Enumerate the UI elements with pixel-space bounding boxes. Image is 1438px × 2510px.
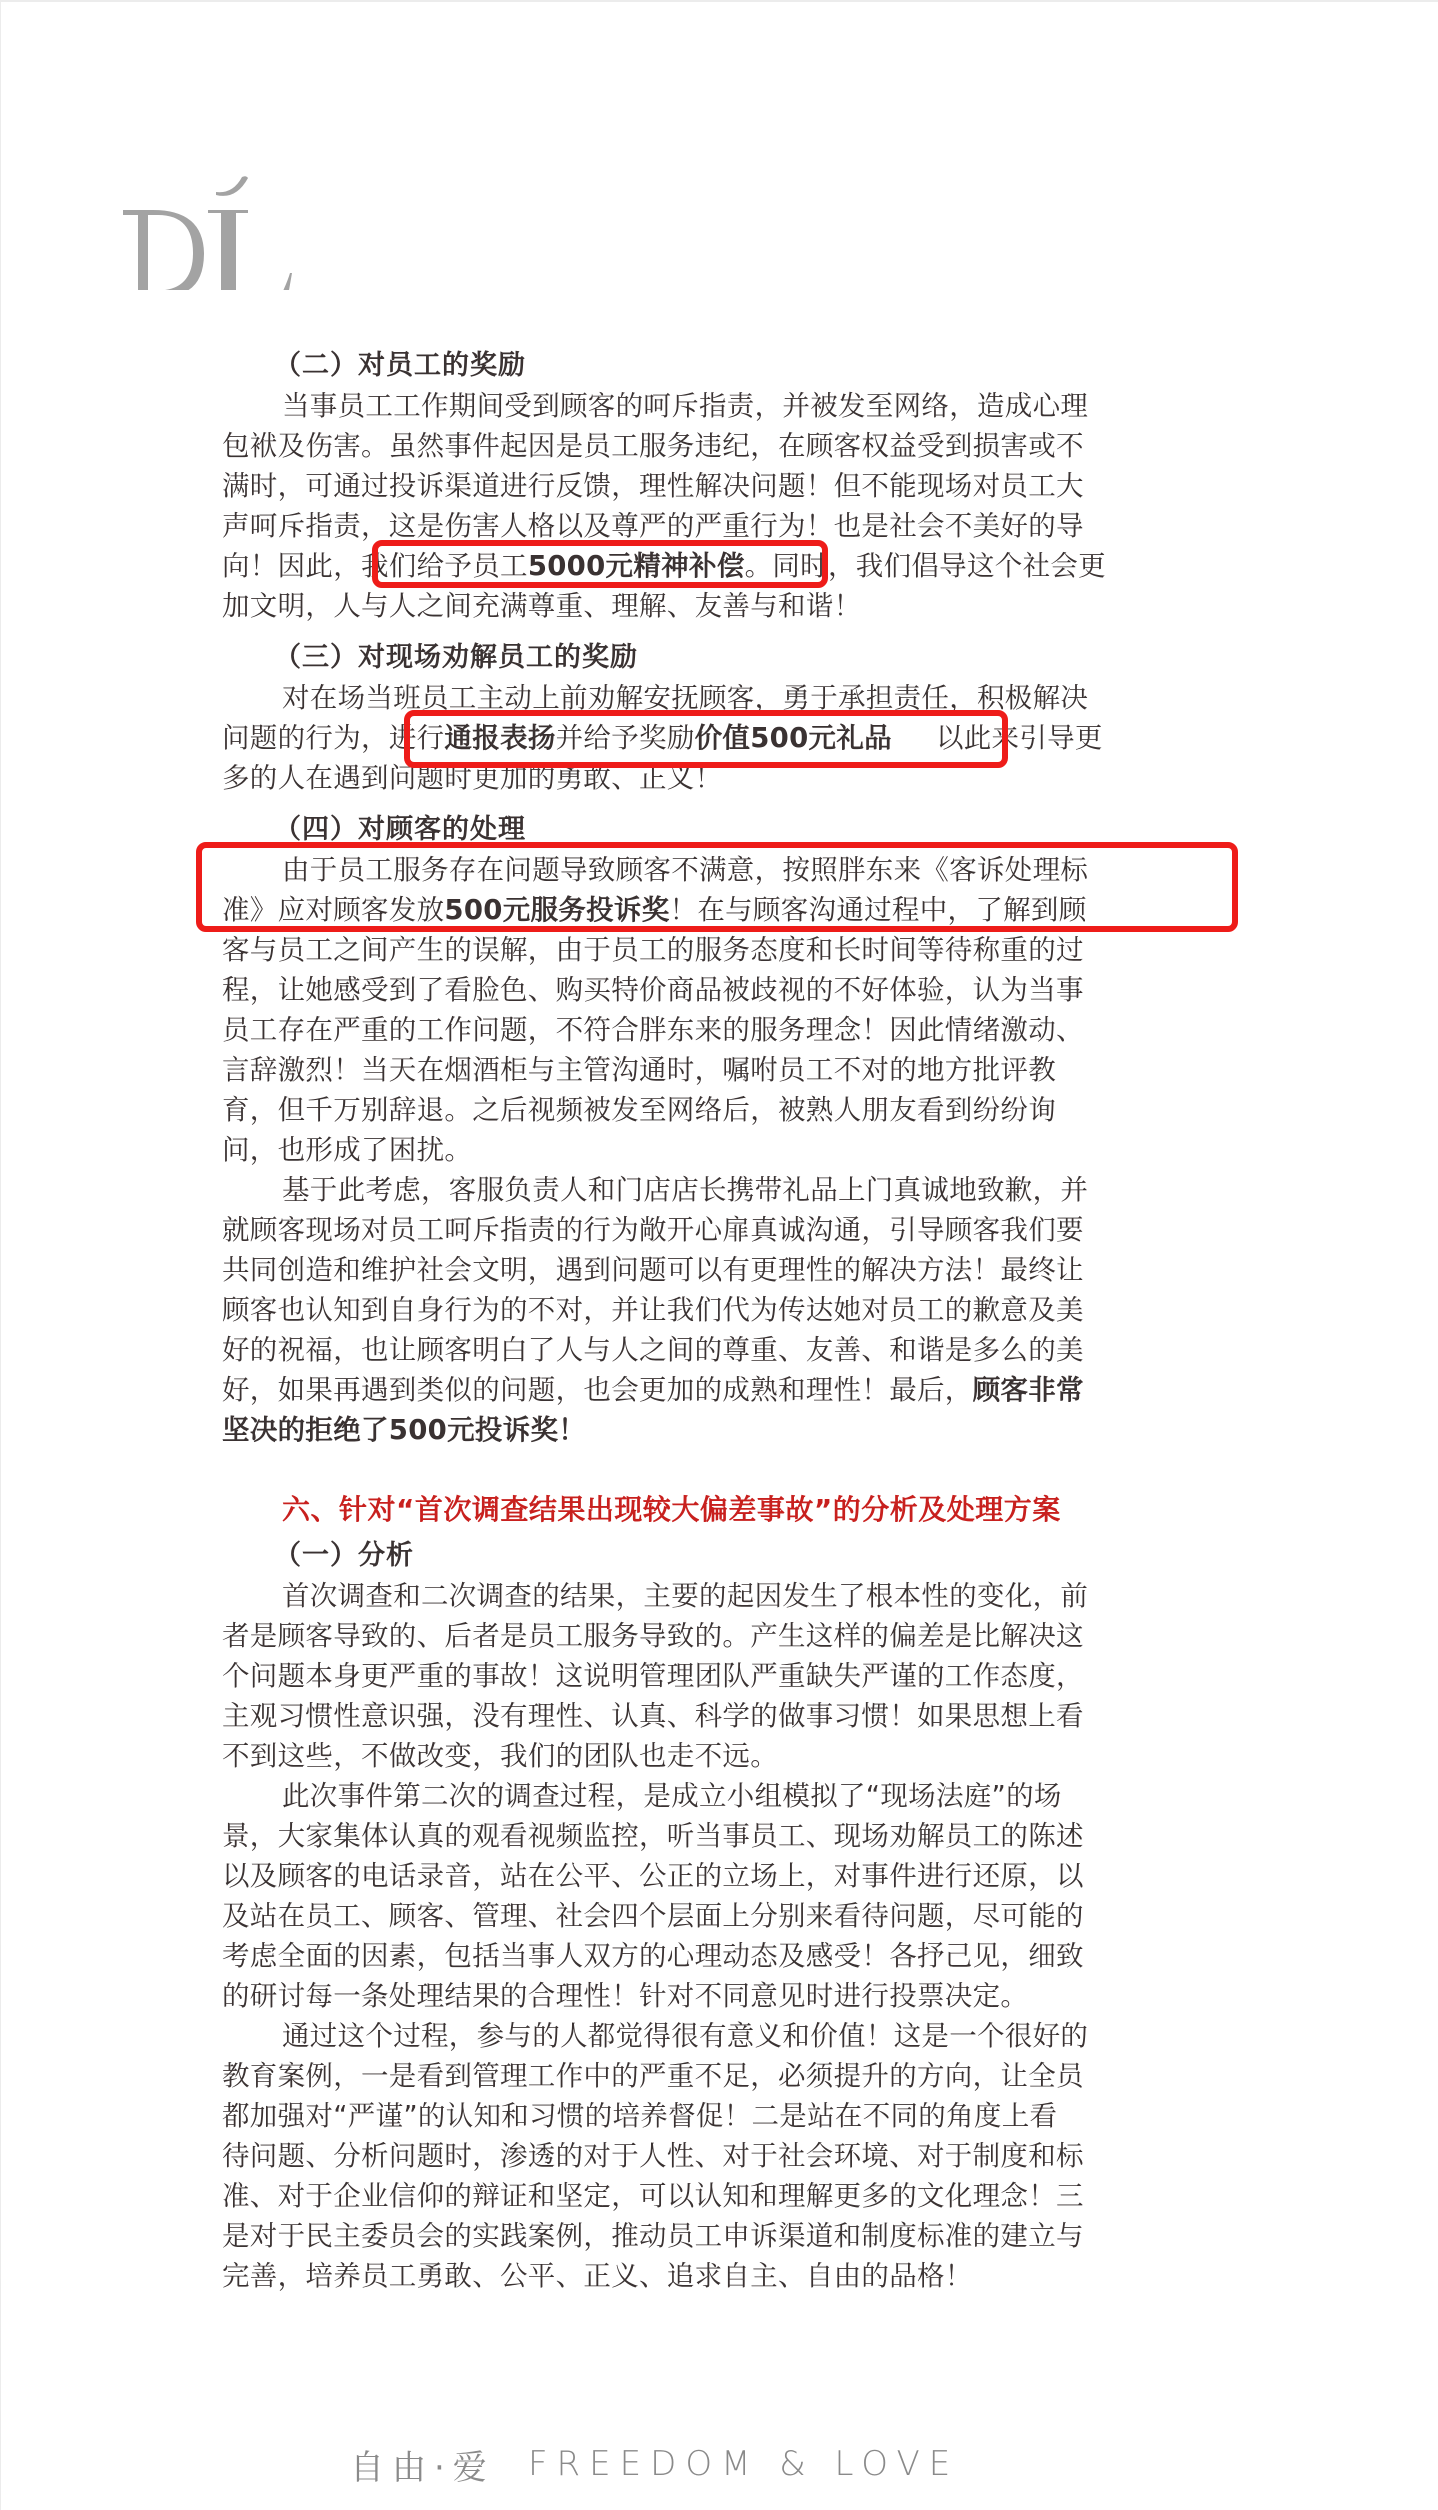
bold-gift-value: 价值500元礼品 <box>694 722 892 754</box>
text-line: 言辞激烈！当天在烟酒柜与主管沟通时，嘱咐员工不对的地方批评教 <box>222 1054 1056 1086</box>
page-footer <box>0 2440 1438 2490</box>
text-line: 共同创造和维护社会文明，遇到问题可以有更理性的解决方法！最终让 <box>222 1254 1084 1286</box>
text-line: 育，但千万别辞退。之后视频被发至网络后，被熟人朋友看到纷纷询 <box>222 1094 1056 1126</box>
heading-analysis: （一）分析 <box>274 1540 414 1571</box>
text-line: 不到这些，不做改变，我们的团队也走不远。 <box>222 1740 778 1772</box>
text-line: 及站在员工、顾客、管理、社会四个层面上分别来看待问题，尽可能的 <box>222 1900 1084 1932</box>
text-fragment: 。 <box>744 550 773 582</box>
text-line: 首次调查和二次调查的结果，主要的起因发生了根本性的变化，前 <box>282 1580 1089 1612</box>
text-line: 此次事件第二次的调查过程，是成立小组模拟了“现场法庭”的场 <box>282 1780 1062 1812</box>
text-line: 声呵斥指责，这是伤害人格以及尊严的严重行为！也是社会不美好的导 <box>222 510 1084 542</box>
bold-praise: 通报表扬 <box>444 722 556 754</box>
spacer <box>222 798 1222 810</box>
heading-employee-reward: （二）对员工的奖励 <box>274 350 526 381</box>
text-fragment: 并给予奖励 <box>555 722 695 754</box>
text-line: 者是顾客导致的、后者是员工服务导致的。产生这样的偏差是比解决这 <box>222 1620 1084 1652</box>
text-line: 程，让她感受到了看脸色、购买特价商品被歧视的不好体验，认为当事 <box>222 974 1084 1006</box>
text-line: 问，也形成了困扰。 <box>222 1134 473 1166</box>
text-line: 包袱及伤害。虽然事件起因是员工服务违纪，在顾客权益受到损害或不 <box>222 430 1084 462</box>
text-line: 是对于民主委员会的实践案例，推动员工申诉渠道和制度标准的建立与 <box>222 2220 1084 2252</box>
text-line: 教育案例，一是看到管理工作中的严重不足，必须提升的方向，让全员 <box>222 2060 1084 2092</box>
text-fragment: 准》应对顾客发放 <box>222 894 445 926</box>
text-fragment: 同时，我们倡导这个社会更 <box>772 550 1106 582</box>
text-line: 的研讨每一条处理结果的合理性！针对不同意见时进行投票决定。 <box>222 1980 1029 2012</box>
footer-slogan-cn: 自由·爱 <box>350 2448 495 2488</box>
page-top-border <box>0 0 1438 2</box>
text-line: 满时，可通过投诉渠道进行反馈，理性解决问题！但不能现场对员工大 <box>222 470 1084 502</box>
highlighted-compensation <box>361 550 772 582</box>
text-fragment: 向！因此， <box>222 550 361 582</box>
section-six-title: 六、针对“首次调查结果出现较大偏差事故”的分析及处理方案 <box>282 1493 1061 1526</box>
text-line: 对在场当班员工主动上前劝解安抚顾客，勇于承担责任，积极解决 <box>282 682 1089 714</box>
text-line: 考虑全面的因素，包括当事人双方的心理动态及感受！各抒己见，细致 <box>222 1940 1084 1972</box>
text-line: 景，大家集体认真的观看视频监控，听当事员工、现场劝解员工的陈述 <box>222 1820 1084 1852</box>
text-fragment: 以此来引导更 <box>935 722 1103 754</box>
text-line: 待问题、分析问题时，渗透的对于人性、对于社会环境、对于制度和标 <box>222 2140 1084 2172</box>
text-fragment: 好，如果再遇到类似的问题，也会更加的成熟和理性！最后， <box>222 1374 973 1406</box>
document-body <box>222 346 1222 2296</box>
bold-complaint-award: 500元服务投诉奖 <box>444 894 670 926</box>
text-line <box>222 890 1222 930</box>
text-line: 由于员工服务存在问题导致顾客不满意，按照胖东来《客诉处理标 <box>282 854 1089 886</box>
text-fragment: ！在与顾客沟通过程中，了解到顾 <box>669 894 1087 926</box>
text-line: 个问题本身更严重的事故！这说明管理团队严重缺失严谨的工作态度， <box>222 1660 1084 1692</box>
text-line: 准、对于企业信仰的辩证和坚定，可以认知和理解更多的文化理念！三 <box>222 2180 1084 2212</box>
text-line: 员工存在严重的工作问题，不符合胖东来的服务理念！因此情绪激动、 <box>222 1014 1084 1046</box>
dl-brand-logo-icon <box>118 170 298 290</box>
text-line: 都加强对“严谨”的认知和习惯的培养督促！二是站在不同的角度上看 <box>222 2100 1058 2132</box>
spacer <box>222 626 1222 638</box>
footer-slogan-en: FREEDOM & LOVE <box>528 2444 960 2484</box>
text-line <box>222 718 1222 758</box>
page-left-border <box>0 0 1 2510</box>
text-line: 以及顾客的电话录音，站在公平、公正的立场上，对事件进行还原，以 <box>222 1860 1084 1892</box>
heading-customer-handling: （四）对顾客的处理 <box>274 814 526 845</box>
bold-amount: 5000元精神补偿 <box>527 550 745 582</box>
bold-refusal-line: 坚决的拒绝了500元投诉奖！ <box>222 1414 587 1446</box>
text-line <box>222 1370 1222 1410</box>
text-line: 客与员工之间产生的误解，由于员工的服务态度和长时间等待称重的过 <box>222 934 1084 966</box>
text-line: 就顾客现场对员工呵斥指责的行为敞开心扉真诚沟通，引导顾客我们要 <box>222 1214 1084 1246</box>
heading-mediator-reward: （三）对现场劝解员工的奖励 <box>274 642 638 673</box>
text-fragment: 问题的行为， <box>222 722 389 754</box>
text-line: 顾客也认知到自身行为的不对，并让我们代为传达她对员工的歉意及美 <box>222 1294 1084 1326</box>
text-line <box>222 546 1222 586</box>
bold-refusal: 顾客非常 <box>972 1374 1084 1406</box>
text-line: 当事员工工作期间受到顾客的呵斥指责，并被发至网络，造成心理 <box>282 390 1089 422</box>
text-line: 完善，培养员工勇敢、公平、正义、追求自主、自由的品格！ <box>222 2260 973 2292</box>
text-line: 主观习惯性意识强，没有理性、认真、科学的做事习惯！如果思想上看 <box>222 1700 1084 1732</box>
text-line: 好的祝福，也让顾客明白了人与人之间的尊重、友善、和谐是多么的美 <box>222 1334 1084 1366</box>
text-line: 多的人在遇到问题时更加的勇敢、正义！ <box>222 762 723 794</box>
text-line: 通过这个过程，参与的人都觉得很有意义和价值！这是一个很好的 <box>282 2020 1089 2052</box>
text-line: 基于此考虑，客服负责人和门店店长携带礼品上门真诚地致歉，并 <box>282 1174 1089 1206</box>
text-fragment: 进行 <box>388 722 445 754</box>
text-fragment: 我们给予员工 <box>361 550 528 582</box>
spacer <box>222 1450 1222 1490</box>
text-line: 加文明，人与人之间充满尊重、理解、友善与和谐！ <box>222 590 862 622</box>
